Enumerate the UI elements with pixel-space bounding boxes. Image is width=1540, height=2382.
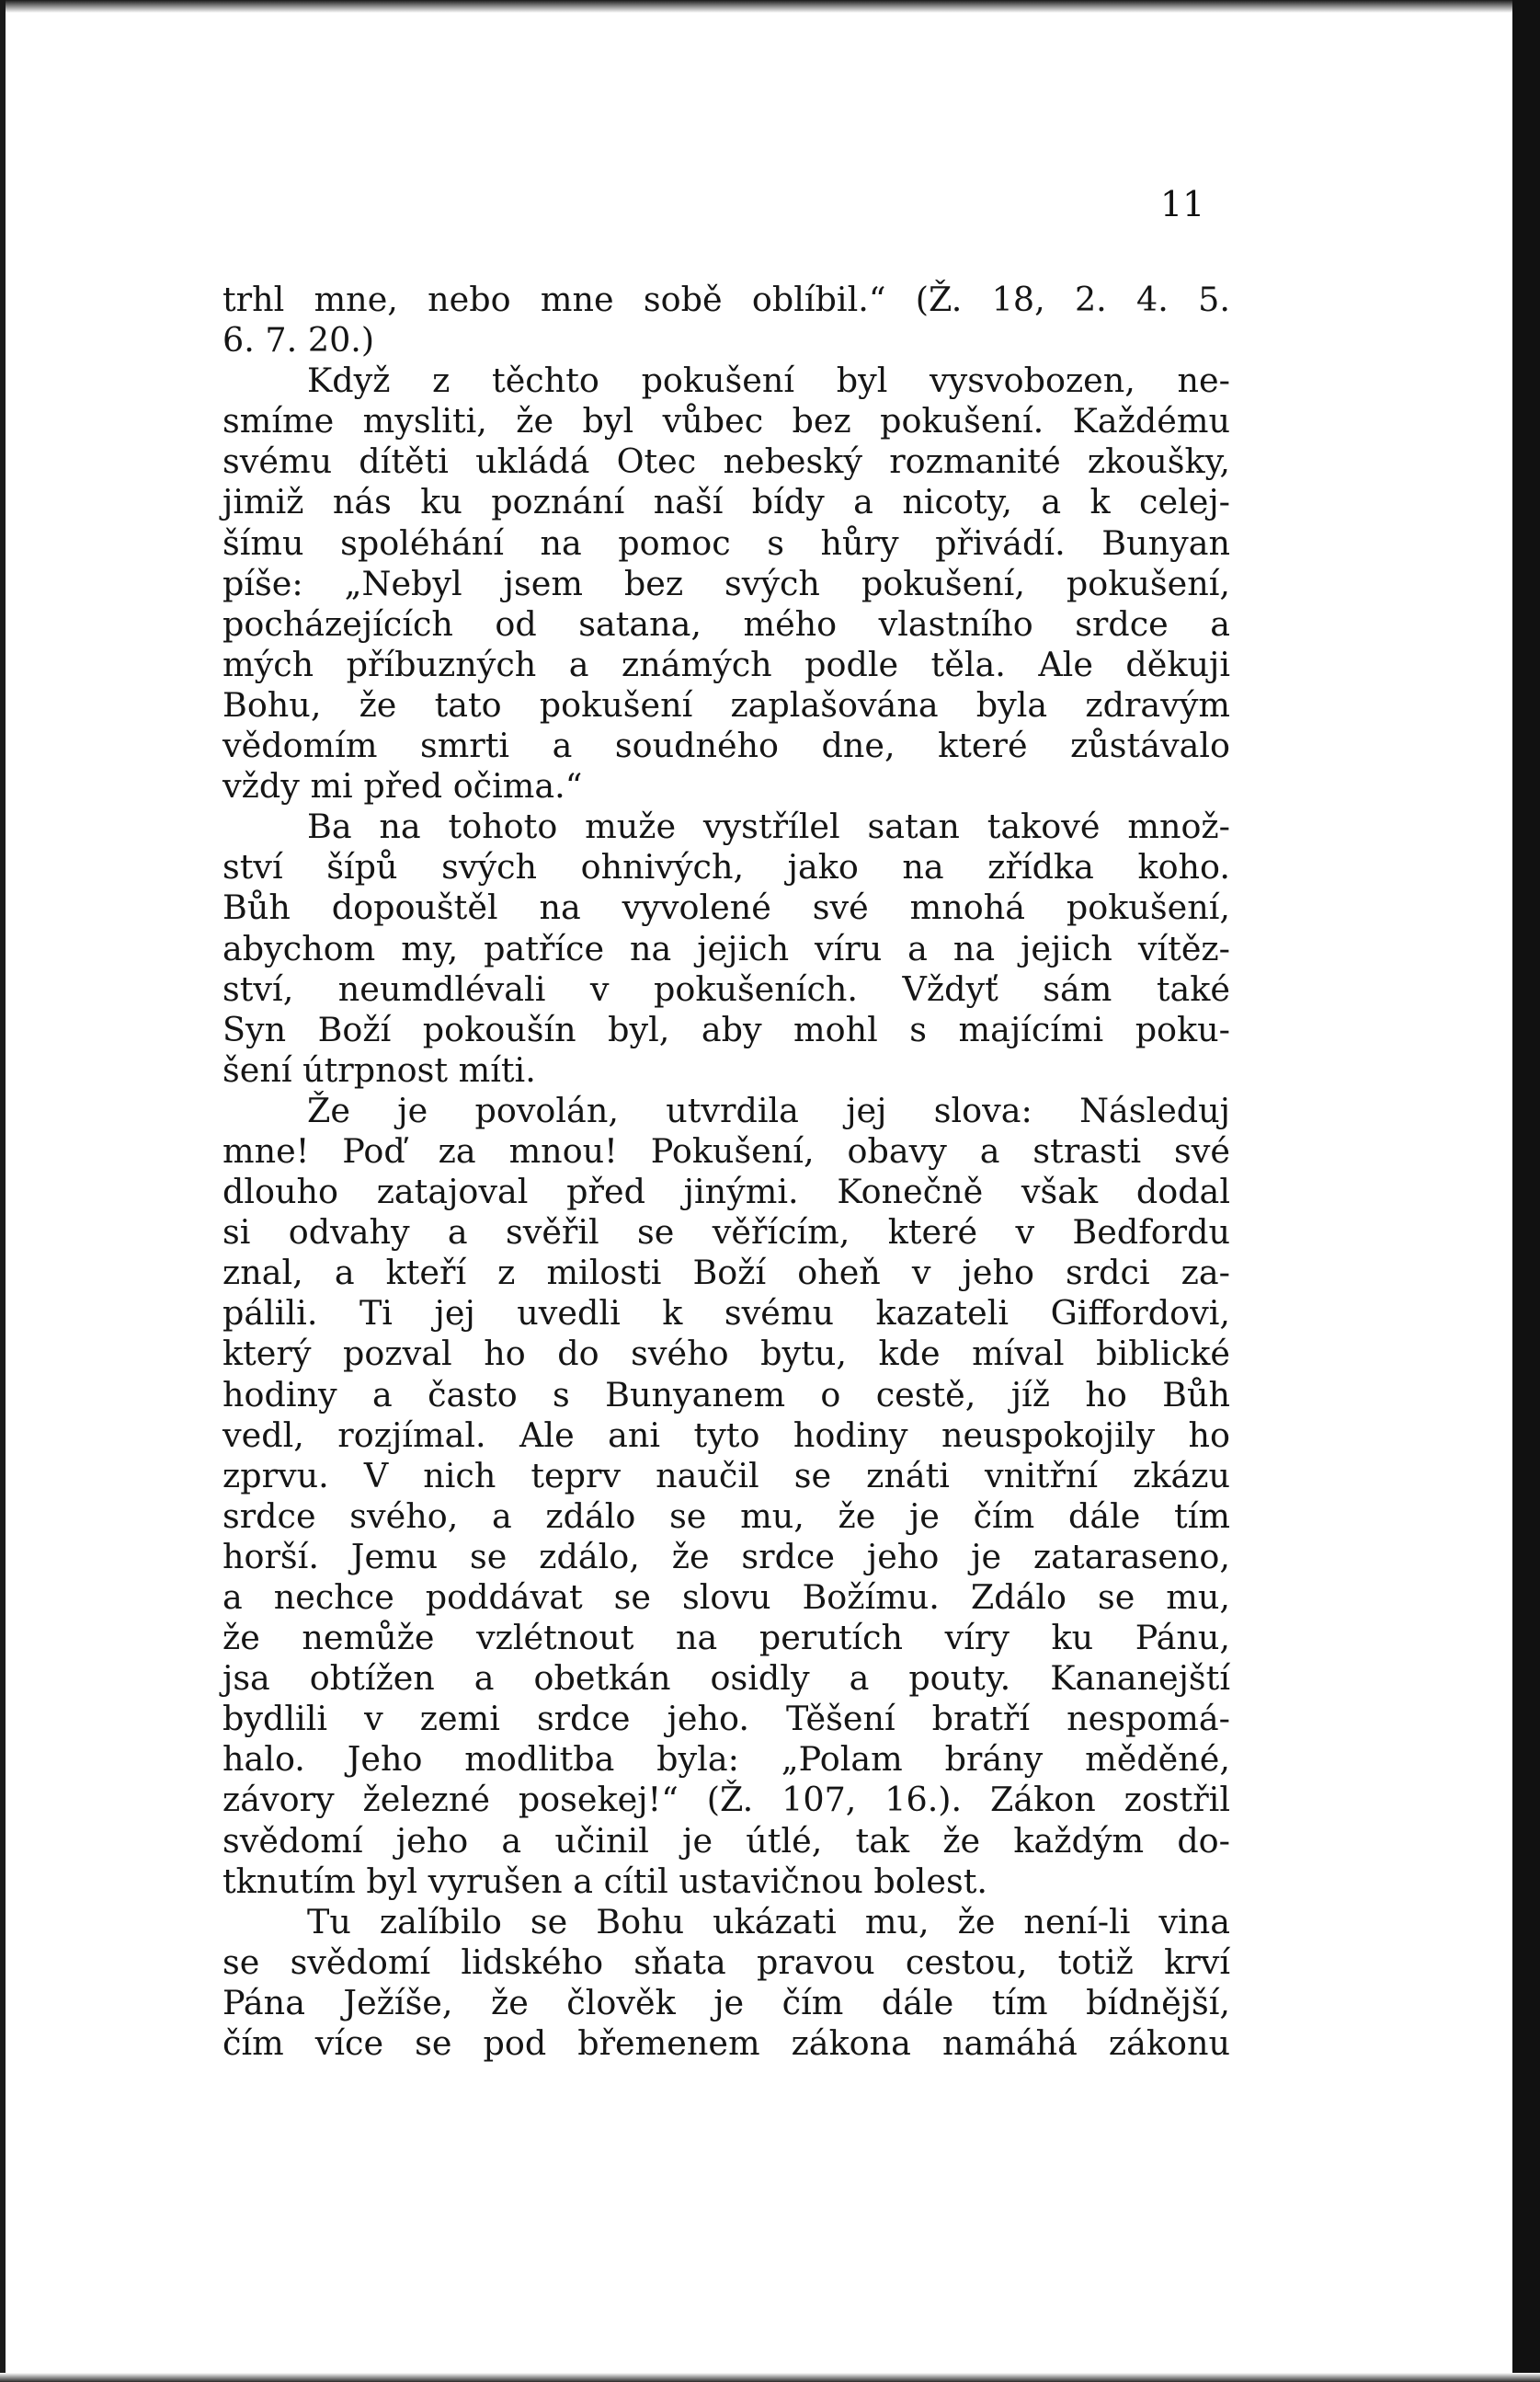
text-line: Pána Ježíše, že člověk je čím dále tím bídnější, xyxy=(222,1982,1230,2022)
text-line: ství, neumdlévali v pokušeních. Vždyť sám také xyxy=(222,968,1230,1009)
text-line: vědomím smrti a soudného dne, které zůstávalo xyxy=(222,726,1230,766)
text-line: píše: „Nebyl jsem bez svých pokušení, pokušení, xyxy=(222,563,1230,603)
text-line: jimiž nás ku poznání naší bídy a nicoty, a k celej- xyxy=(222,482,1230,522)
text-line: který pozval ho do svého bytu, kde míval biblické xyxy=(222,1334,1230,1374)
text-line: 6. 7. 20.) xyxy=(222,320,375,361)
text-line: smíme mysliti, že byl vůbec bez pokušení. Každému xyxy=(222,401,1230,441)
text-line: trhl mne, nebo mne sobě oblíbil.“ (Ž. 18, 2. 4. 5. xyxy=(222,280,1230,319)
text-line: vedl, rozjímal. Ale ani tyto hodiny neuspokojily ho xyxy=(222,1414,1230,1455)
scan-edge-bottom xyxy=(0,2373,1540,2382)
text-line: mých příbuzných a známých podle těla. Ale děkuji xyxy=(222,644,1230,684)
text-line: si odvahy a svěřil se věřícím, které v Bedfordu xyxy=(222,1212,1230,1253)
text-line: Když z těchto pokušení byl vysvobozen, ne- xyxy=(307,361,1230,401)
text-line: horší. Jemu se zdálo, že srdce jeho je zataraseno, xyxy=(222,1536,1230,1576)
text-line: se svědomí lidského sňata pravou cestou, totiž krví xyxy=(222,1941,1230,1982)
text-line: pálili. Ti jej uvedli k svému kazateli Giffordovi, xyxy=(222,1293,1230,1334)
text-line: závory železné posekej!“ (Ž. 107, 16.). Zákon zostřil xyxy=(222,1780,1230,1820)
text-line: šímu spoléhání na pomoc s hůry přivádí. Bunyan xyxy=(222,522,1230,563)
text-line: šení útrpnost míti. xyxy=(222,1049,536,1090)
text-line: svědomí jeho a učinil je útlé, tak že každým do- xyxy=(222,1820,1230,1861)
text-line: tknutím byl vyrušen a cítil ustavičnou bolest. xyxy=(222,1861,987,1901)
text-line: abychom my, patříce na jejich víru a na jejich vítěz- xyxy=(222,928,1230,968)
text-line: pocházejících od satana, mého vlastního srdce a xyxy=(222,603,1230,644)
text-line: a nechce poddávat se slovu Božímu. Zdálo se mu, xyxy=(222,1577,1230,1617)
text-line: dlouho zatajoval před jinými. Konečně však dodal xyxy=(222,1172,1230,1212)
scan-edge-left xyxy=(0,0,6,2382)
page-number: 11 xyxy=(1160,184,1205,224)
text-line: ství šípů svých ohnivých, jako na zřídka koho. xyxy=(222,847,1230,888)
scan-edge-top xyxy=(0,0,1540,13)
text-line: zprvu. V nich teprv naučil se znáti vnitřní zkázu xyxy=(222,1455,1230,1495)
text-line: bydlili v zemi srdce jeho. Těšení bratří nespomá- xyxy=(222,1699,1230,1739)
text-line: svému dítěti ukládá Otec nebeský rozmanité zkoušky, xyxy=(222,441,1230,482)
text-line: Bohu, že tato pokušení zaplašována byla zdravým xyxy=(222,684,1230,725)
text-line: Ba na tohoto muže vystřílel satan takové množ- xyxy=(307,807,1230,847)
text-line: Bůh dopouštěl na vyvolené své mnohá pokušení, xyxy=(222,888,1230,928)
text-line: znal, a kteří z milosti Boží oheň v jeho srdci za- xyxy=(222,1253,1230,1293)
text-line: jsa obtížen a obetkán osidly a pouty. Kananejští xyxy=(222,1658,1230,1699)
text-line: srdce svého, a zdálo se mu, že je čím dále tím xyxy=(222,1495,1230,1536)
text-line: Tu zalíbilo se Bohu ukázati mu, že není-li vina xyxy=(307,1901,1230,1941)
text-line: mne! Poď za mnou! Pokušení, obavy a strasti své xyxy=(222,1130,1230,1171)
body-text xyxy=(222,280,1230,2064)
text-line: Že je povolán, utvrdila jej slova: Následuj xyxy=(307,1090,1230,1130)
text-line: že nemůže vzlétnout na perutích víry ku Pánu, xyxy=(222,1618,1230,1658)
scan-edge-right xyxy=(1512,0,1540,2382)
text-line: hodiny a často s Bunyanem o cestě, jíž ho Bůh xyxy=(222,1374,1230,1414)
text-line: Syn Boží pokoušín byl, aby mohl s majícími poku- xyxy=(222,1009,1230,1049)
text-line: čím více se pod břemenem zákona namáhá zákonu xyxy=(222,2023,1230,2064)
text-line: vždy mi před očima.“ xyxy=(222,766,583,807)
text-line: halo. Jeho modlitba byla: „Polam brány měděné, xyxy=(222,1739,1230,1780)
